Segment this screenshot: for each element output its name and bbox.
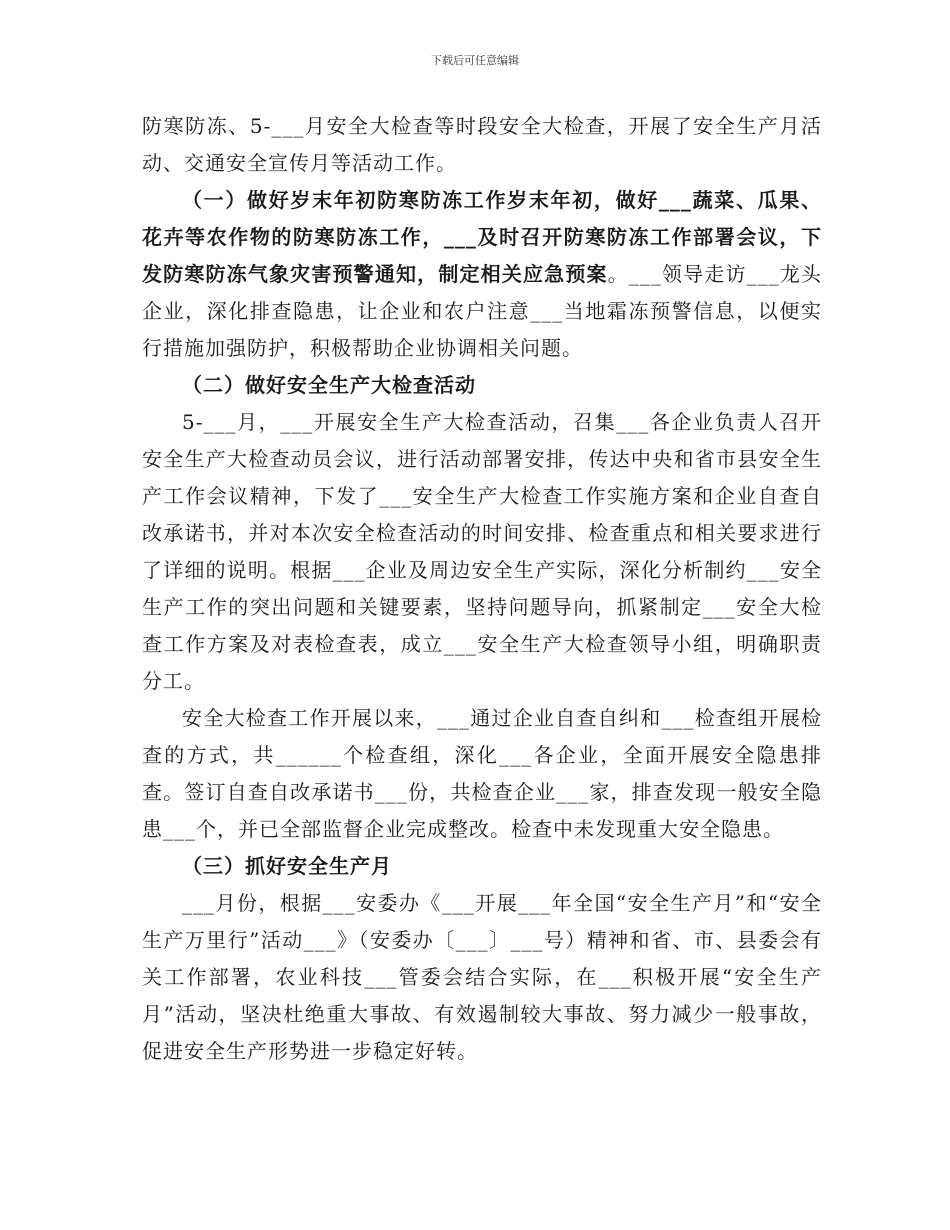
section-one-bold-text: （一）做好岁末年初防寒防冻工作岁末年初，做好___蔬菜、瓜果、花卉等农作物的防寒防冻工作，___及时召开防寒防冻工作部署会议，下发防寒防冻气象灾害预警通知，制定相关应急预案: [142, 188, 822, 286]
paragraph-intro-continuation: 防寒防冻、5-___月安全大检查等时段安全大检查，开展了安全生产月活动、交通安全宣传月等活动工作。: [142, 114, 822, 175]
paragraph-inspection-results: 安全大检查工作开展以来，___通过企业自查自纠和___检查组开展检查的方式，共______个检查组，深化___各企业，全面开展安全隐患排查。签订自查自改承诺书___份，共检查企业___家，排查发现一般安全隐患___个，并已全部监督企业完成整改。检查中未发现重大安全隐患。: [142, 706, 822, 841]
paragraph-section-one: [142, 182, 822, 367]
page-header-note: 下载后可任意编辑: [431, 54, 519, 67]
document-body: [142, 108, 822, 1070]
section-two-heading: （二）做好安全生产大检查活动: [182, 373, 476, 397]
paragraph-safety-month: ___月份，根据___安委办《___开展___年全国“安全生产月”和“安全生产万里行”活动___》（安委办〔___〕___号）精神和省、市、县委会有关工作部署，农业科技___管委会结合实际，在___积极开展“安全生产月”活动，坚决杜绝重大事故、有效遏制较大事故、努力减少一般事故，促进安全生产形势进一步稳定好转。: [142, 891, 822, 1063]
paragraph-section-two-body: 5-___月，___开展安全生产大检查活动，召集___各企业负责人召开安全生产大检查动员会议，进行活动部署安排，传达中央和省市县安全生产工作会议精神，下发了___安全生产大检查工作实施方案和企业自查自改承诺书，并对本次安全检查活动的时间安排、检查重点和相关要求进行了详细的说明。根据___企业及周边安全生产实际，深化分析制约___安全生产工作的突出问题和关键要素，坚持问题导向，抓紧制定___安全大检查工作方案及对表检查表，成立___安全生产大检查领导小组，明确职责分工。: [142, 410, 822, 693]
section-one-body-text: 。___领导走访___龙头企业，深化排查隐患，让企业和农户注意___当地霜冻预警信息，以便实行措施加强防护，积极帮助企业协调相关问题。: [142, 262, 823, 360]
section-three-heading: （三）抓好安全生产月: [182, 854, 392, 878]
